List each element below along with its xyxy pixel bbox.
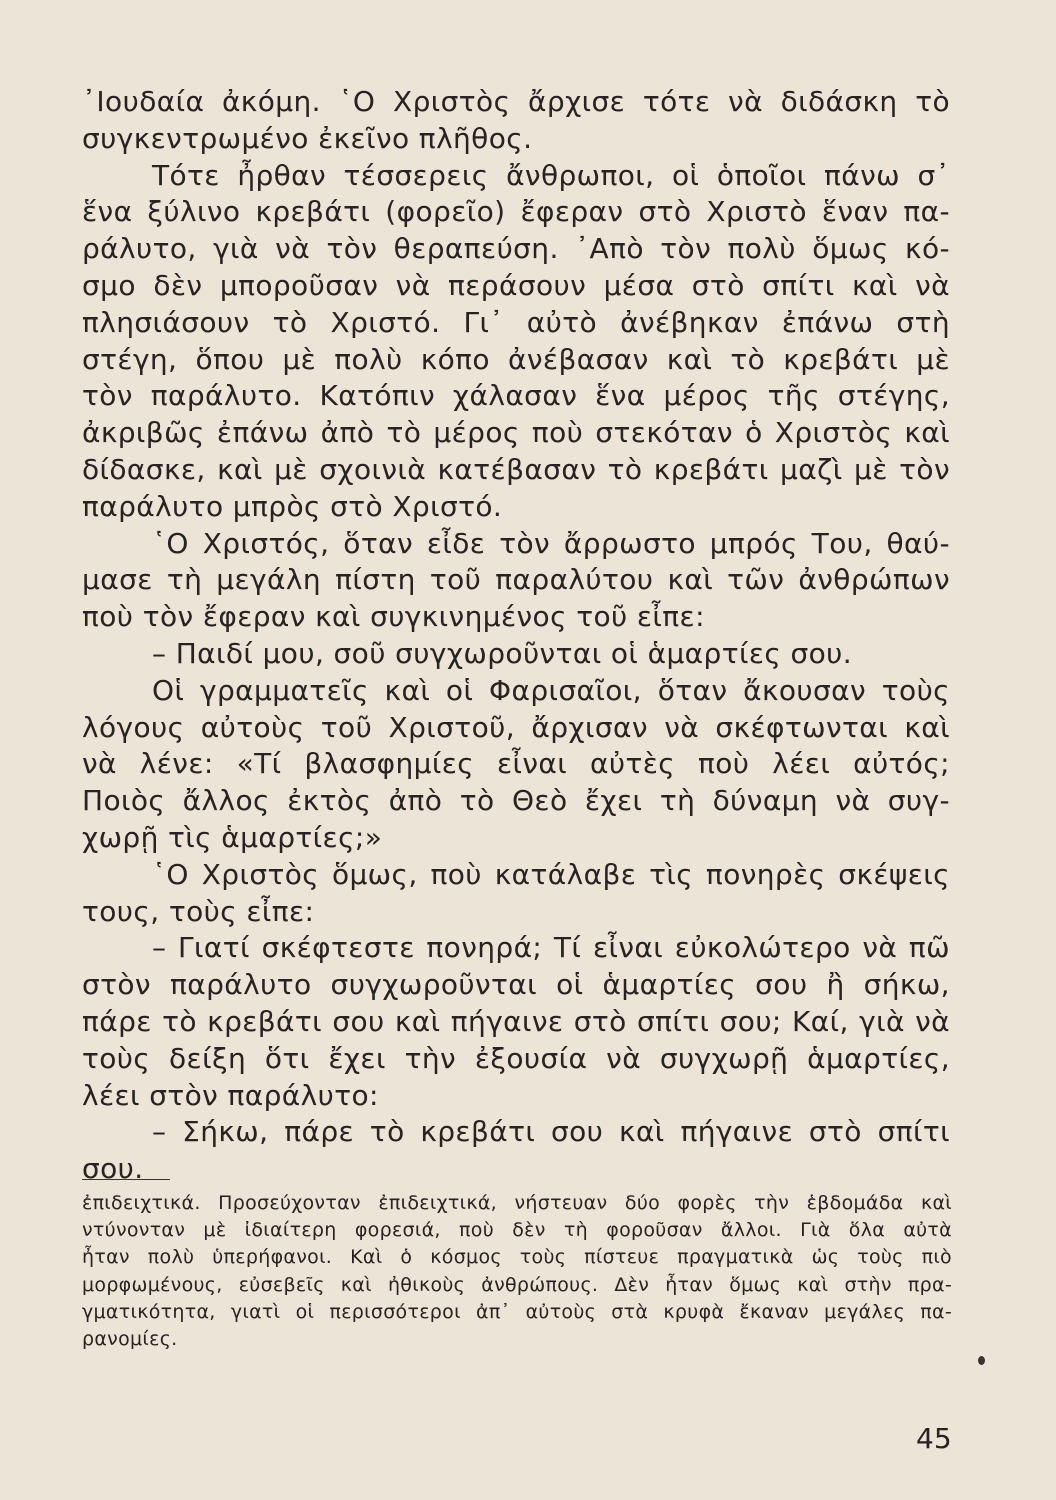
footnote-line: ἐπιδειχτικά. Προσεύχονταν ἐπιδειχτικά, νήστευαν δύο φορὲς τὴν ἑβδομάδα καὶ (82, 1192, 952, 1214)
text-line: τους, τοὺς εἶπε: (82, 894, 315, 928)
text-line: Οἱ γραμματεῖς καὶ οἱ Φαρισαῖοι, ὅταν ἄκουσαν τοὺς (152, 673, 950, 707)
main-text (82, 84, 950, 1188)
text-line: στέγη, ὅπου μὲ πολὺ κόπο ἀνέβασαν καὶ τὸ κρεβάτι μὲ (82, 342, 950, 376)
text-line: – Γιατί σκέφτεστε πονηρά; Τί εἶναι εὐκολώτερο νὰ πῶ (152, 931, 950, 965)
text-line: – Παιδί μου, σοῦ συγχωροῦνται οἱ ἁμαρτίες σου. (152, 636, 853, 670)
text-line: ἕνα ξύλινο κρεβάτι (φορεῖο) ἔφεραν στὸ Χριστὸ ἕναν πα- (82, 195, 950, 229)
footnote-line: ντύνονταν μὲ ἰδιαίτερη φορεσιά, ποὺ δὲν τὴ φοροῦσαν ἄλλοι. Γιὰ ὅλα αὐτὰ (82, 1219, 952, 1242)
text-line: λέει στὸν παράλυτο: (82, 1078, 379, 1112)
text-line: δίδασκε, καὶ μὲ σχοινιὰ κατέβασαν τὸ κρεβάτι μαζὶ μὲ τὸν (82, 452, 950, 486)
text-line: πάρε τὸ κρεβάτι σου καὶ πήγαινε στὸ σπίτι σου; Καί, γιὰ νὰ (82, 1004, 950, 1038)
text-line: ράλυτο, γιὰ νὰ τὸν θεραπεύση. ᾿Απὸ τὸν πολὺ ὅμως κό- (82, 232, 950, 266)
footnote-line: γματικότητα, γιατὶ οἱ περισσότεροι ἀπ᾿ αὐτοὺς στὰ κρυφὰ ἔκαναν μεγάλες πα- (82, 1300, 952, 1323)
page-number: 45 (916, 1422, 952, 1455)
text-line: Τότε ἦρθαν τέσσερεις ἄνθρωποι, οἱ ὁποῖοι πάνω σ᾿ (152, 158, 950, 192)
text-line: παράλυτο μπρὸς στὸ Χριστό. (82, 489, 503, 523)
ink-mark (978, 1356, 985, 1365)
text-line: ῾Ο Χριστὸς ὅμως, ποὺ κατάλαβε τὶς πονηρὲς σκέψεις (152, 857, 950, 891)
text-line: σου. (82, 1152, 144, 1186)
text-line: νὰ λένε: «Τί βλασφημίες εἶναι αὐτὲς ποὺ λέει αὐτός; (82, 747, 950, 781)
text-line: ῾Ο Χριστός, ὅταν εἶδε τὸν ἄρρωστο μπρός Του, θαύ- (152, 526, 950, 560)
text-line: ἀκριβῶς ἐπάνω ἀπὸ τὸ μέρος ποὺ στεκόταν ὁ Χριστὸς καὶ (82, 416, 950, 450)
footnote (82, 1190, 952, 1353)
text-line: συγκεντρωμένο ἐκεῖνο πλῆθος. (82, 121, 533, 155)
text-line: σμο δὲν μποροῦσαν νὰ περάσουν μέσα στὸ σπίτι καὶ νὰ (82, 268, 950, 302)
text-line: – Σήκω, πάρε τὸ κρεβάτι σου καὶ πήγαινε στὸ σπίτι (152, 1115, 950, 1149)
text-line: χωρῇ τὶς ἁμαρτίες;» (82, 820, 383, 854)
footnote-divider (82, 1179, 170, 1180)
footnote-line: μορφωμένους, εὐσεβεῖς καὶ ἠθικοὺς ἀνθρώπους. Δὲν ἦταν ὅμως καὶ στὴν πρα- (82, 1273, 952, 1296)
text-line: πλησιάσουν τὸ Χριστό. Γι᾿ αὐτὸ ἀνέβηκαν ἐπάνω στὴ (82, 305, 950, 339)
text-line: τοὺς δείξη ὅτι ἔχει τὴν ἐξουσία νὰ συγχωρῇ ἁμαρτίες, (82, 1041, 950, 1075)
text-line: ᾿Ιουδαία ἀκόμη. ῾Ο Χριστὸς ἄρχισε τότε νὰ διδάσκη τὸ (82, 85, 950, 118)
text-line: τὸν παράλυτο. Κατόπιν χάλασαν ἕνα μέρος τῆς στέγης, (82, 379, 950, 413)
footnote-line: ρανομίες. (82, 1327, 178, 1350)
footnote-line: ἦταν πολὺ ὑπερήφανοι. Καὶ ὁ κόσμος τοὺς πίστευε πραγματικὰ ὡς τοὺς πιὸ (82, 1246, 952, 1269)
text-line: μασε τὴ μεγάλη πίστη τοῦ παραλύτου καὶ τῶν ἀνθρώπων (82, 563, 950, 597)
text-line: λόγους αὐτοὺς τοῦ Χριστοῦ, ἄρχισαν νὰ σκέφτωνται καὶ (82, 710, 950, 744)
text-line: στὸν παράλυτο συγχωροῦνται οἱ ἁμαρτίες σου ἢ σήκω, (82, 968, 950, 1002)
text-line: ποὺ τὸν ἔφεραν καὶ συγκινημένος τοῦ εἶπε: (82, 600, 705, 634)
text-line: Ποιὸς ἄλλος ἐκτὸς ἀπὸ τὸ Θεὸ ἔχει τὴ δύναμη νὰ συγ- (82, 784, 950, 818)
